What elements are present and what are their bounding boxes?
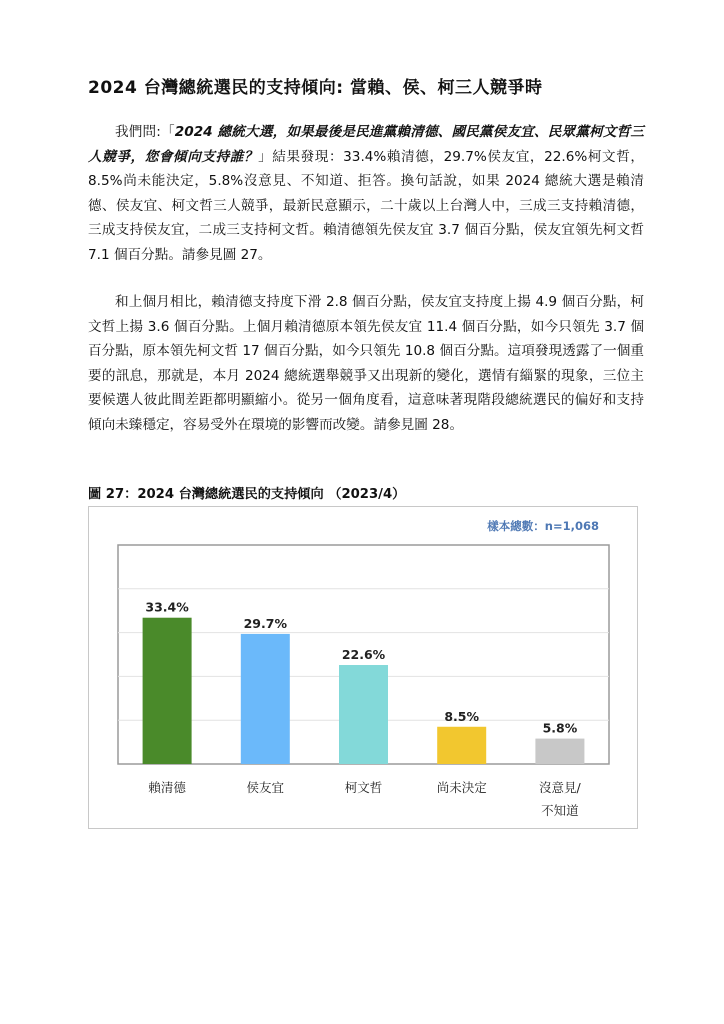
category-label: 尚未決定 [436, 780, 487, 795]
paragraph-1-prefix: 我們問:「 [115, 124, 175, 140]
bar [339, 665, 388, 764]
data-label: 22.6% [341, 647, 386, 663]
category-label: 柯文哲 [344, 780, 383, 795]
sample-size-note: 樣本總數：n=1,068 [487, 519, 599, 533]
page-title: 2024 台灣總統選民的支持傾向: 當賴、侯、柯三人競爭時 [88, 78, 543, 98]
bar [535, 739, 584, 764]
category-label: 沒意見/ [539, 780, 581, 795]
data-label: 33.4% [145, 599, 189, 615]
data-label: 29.7% [243, 615, 287, 631]
bar [143, 618, 192, 764]
paragraph-2: 和上個月相比，賴清德支持度下滑 2.8 個百分點，侯友宜支持度上揚 4.9 個百分點，柯文哲上揚 3.6 個百分點。上個月賴清德原本領先侯友宜 11.4 個百分點，如今只領先 3.7 個百分點，原本領先柯文哲 17 個百分點，如今只領先 10.8 個百分點。這項發現透露了一個重要的訊息，那就是，本月 2024 總統選舉競爭又出現新的變化，選情有緇緊的現象，三位主要候選人彼此間差距都明顯縮小。從另一個角度看，這意味著現階段總統選民的偏好和支持傾向未臻穩定，容易受外在環境的影響而改變。請參見圖 28。 [88, 294, 644, 433]
data-label: 5.8% [542, 720, 578, 736]
category-label: 賴清德 [148, 780, 186, 795]
survey-question: 2024 總統大選，如果最後是民進黨賴清德、國民黨侯友宜、民眾黨柯文哲三人競爭，您會傾向支持誰？ [88, 124, 644, 165]
bar [241, 634, 290, 764]
category-label: 不知道 [541, 803, 579, 818]
category-label: 侯友宜 [246, 780, 285, 795]
paragraph-1-body: 」結果發現：33.4%賴清德，29.7%侯友宜，22.6%柯文哲，8.5%尚未能決定，5.8%沒意見、不知道、拒答。換句話說，如果 2024 總統大選是賴清德、侯友宜、柯文哲三人競爭，最新民意顯示，二十歲以上台灣人中，三成三支持賴清德，三成支持侯友宜，二成三支持柯文哲。賴清德領先侯友宜 3.7 個百分點，侯友宜領先柯文哲 7.1 個百分點。請參見圖 27。 [88, 148, 644, 263]
data-label: 8.5% [444, 708, 480, 724]
paragraph-1 [88, 120, 644, 268]
figure-caption: 圖 27：2024 台灣總統選民的支持傾向 （2023/4） [88, 487, 406, 502]
bar [437, 727, 486, 764]
chart-frame [88, 506, 638, 829]
bar-chart [89, 507, 637, 828]
